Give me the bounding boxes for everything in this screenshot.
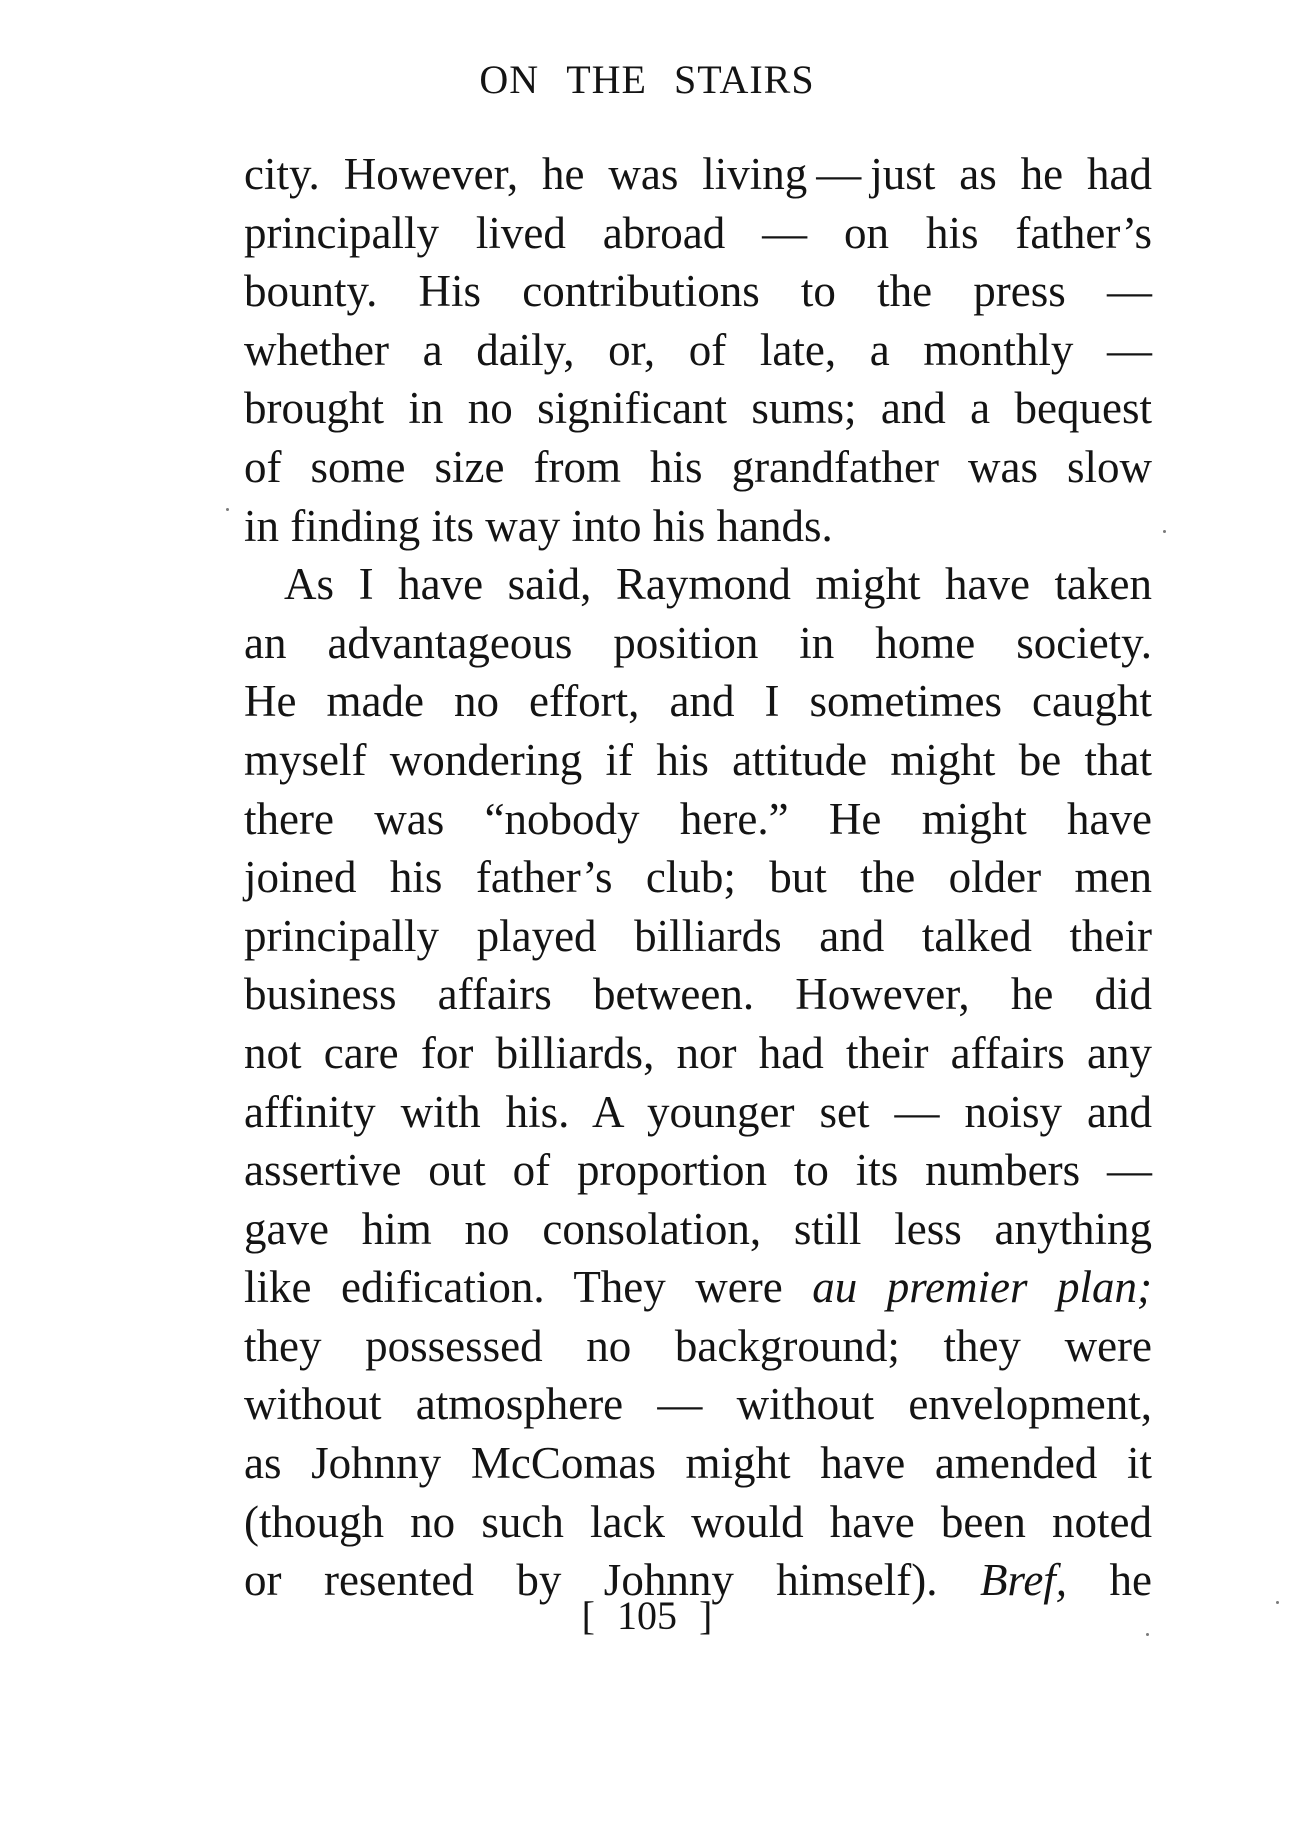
text-line: As I have said, Raymond might have taken [284, 559, 1152, 610]
italic-phrase: au premier plan; [812, 1262, 1152, 1313]
running-head-word: THE [566, 57, 647, 102]
text-line: whether a daily, or, of late, a monthly — [244, 324, 1152, 375]
text-line: without atmosphere — without envelopment, [244, 1379, 1152, 1430]
folio-bracket-close: ] [699, 1593, 713, 1638]
text-line: business affairs between. However, he did [244, 969, 1152, 1020]
text-line: they possessed no background; they were [244, 1320, 1152, 1371]
text-run: or resented by Johnny himself). [244, 1555, 980, 1606]
text-line: (though no such lack would have been noted [244, 1496, 1152, 1547]
paper-speck [1276, 1601, 1279, 1604]
text-line: principally lived abroad — on his father’s [244, 207, 1152, 258]
text-run: like edification. They were [244, 1262, 813, 1313]
text-line: principally played billiards and talked their [244, 910, 1152, 961]
paper-speck [226, 508, 229, 511]
text-line: of some size from his grandfather was slow [244, 441, 1152, 492]
text-line: there was “nobody here.” He might have [244, 793, 1152, 844]
page-number [0, 1592, 1294, 1639]
text-line: bounty. His contributions to the press — [244, 266, 1152, 317]
text-line: assertive out of proportion to its numbers — [244, 1145, 1152, 1196]
text-line: myself wondering if his attitude might be that [244, 734, 1152, 785]
folio-bracket-open: [ [581, 1593, 595, 1638]
text-line: He made no effort, and I sometimes caught [244, 676, 1152, 727]
text-line [244, 1258, 1152, 1317]
text-line: as Johnny McComas might have amended it [244, 1438, 1152, 1489]
text-line: an advantageous position in home society. [244, 617, 1152, 668]
text-line: city. However, he was living — just as he had [244, 149, 1152, 199]
running-head-word: ON [479, 57, 540, 102]
text-line: joined his father’s club; but the older men [244, 852, 1152, 903]
running-head-word: STAIRS [673, 57, 815, 102]
italic-phrase: Bref, [979, 1555, 1068, 1606]
text-line: in finding its way into his hands. [244, 500, 833, 551]
paper-speck [1163, 530, 1166, 533]
running-head [0, 56, 1294, 103]
text-line: brought in no significant sums; and a bequest [244, 383, 1152, 434]
paper-speck [1146, 1633, 1149, 1636]
text-line: not care for billiards, nor had their affairs any [244, 1027, 1152, 1078]
body-text [244, 145, 1152, 1610]
page-number-value: 105 [617, 1593, 677, 1638]
text-line: affinity with his. A younger set — noisy and [244, 1086, 1152, 1137]
text-run: he [1067, 1555, 1152, 1606]
text-line: gave him no consolation, still less anything [244, 1203, 1152, 1254]
